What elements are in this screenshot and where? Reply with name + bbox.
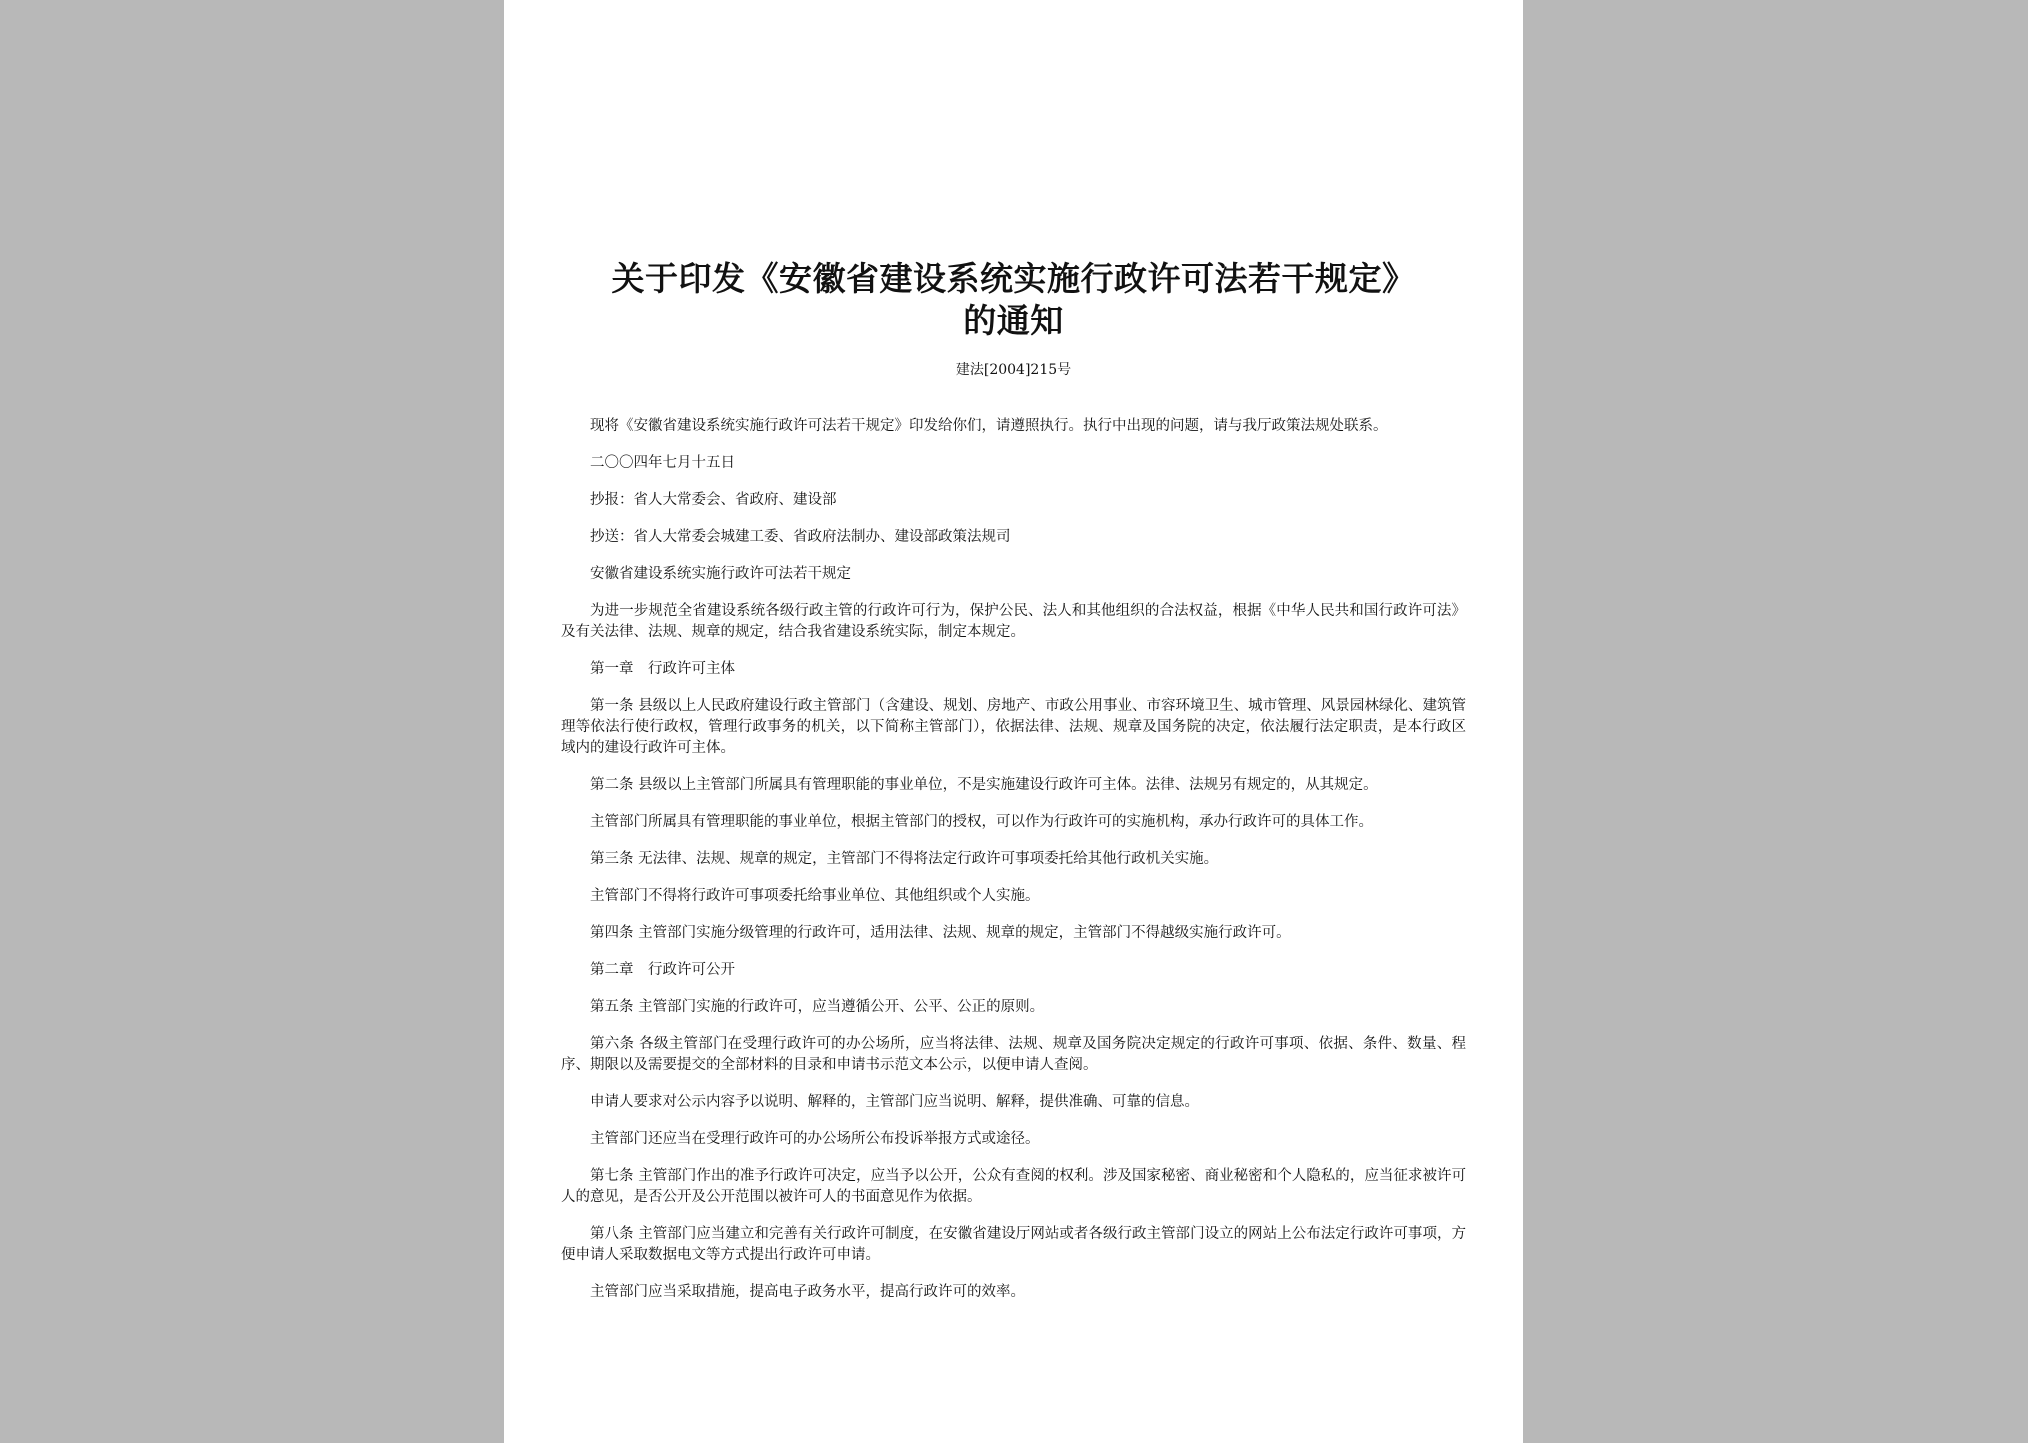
paragraph: 申请人要求对公示内容予以说明、解释的，主管部门应当说明、解释，提供准确、可靠的信息。 [590,1094,1199,1110]
paragraph: 抄送：省人大常委会城建工委、省政府法制办、建设部政策法规司 [590,529,1011,545]
paragraph: 第一条 县级以上人民政府建设行政主管部门（含建设、规划、房地产、市政公用事业、市容环境卫生、城市管理、风景园林绿化、建筑管理等依法行使行政权，管理行政事务的机关，以下简称主管部门），依据法律、法规、规章及国务院的决定，依法履行法定职责，是本行政区域内的建设行政许可主体。 [561,698,1466,756]
paragraph: 第八条 主管部门应当建立和完善有关行政许可制度，在安徽省建设厅网站或者各级行政主管部门设立的网站上公布法定行政许可事项，方便申请人采取数据电文等方式提出行政许可申请。 [561,1226,1466,1263]
paragraph: 安徽省建设系统实施行政许可法若干规定 [590,566,851,582]
paragraph: 第六条 各级主管部门在受理行政许可的办公场所，应当将法律、法规、规章及国务院决定规定的行政许可事项、依据、条件、数量、程序、期限以及需要提交的全部材料的目录和申请书示范文本公示，以便申请人查阅。 [561,1036,1466,1073]
paragraph: 为进一步规范全省建设系统各级行政主管的行政许可行为，保护公民、法人和其他组织的合法权益，根据《中华人民共和国行政许可法》及有关法律、法规、规章的规定，结合我省建设系统实际，制定本规定。 [561,603,1466,640]
paragraph: 主管部门还应当在受理行政许可的办公场所公布投诉举报方式或途径。 [590,1131,1040,1147]
paragraph: 现将《安徽省建设系统实施行政许可法若干规定》印发给你们，请遵照执行。执行中出现的问题，请与我厅政策法规处联系。 [590,418,1388,434]
document-number: 建法[2004]215号 [955,362,1072,378]
paragraph: 第三条 无法律、法规、规章的规定，主管部门不得将法定行政许可事项委托给其他行政机关实施。 [590,851,1219,867]
document-body [561,416,1466,1303]
paragraph: 主管部门不得将行政许可事项委托给事业单位、其他组织或个人实施。 [590,888,1040,904]
paragraph: 第二条 县级以上主管部门所属具有管理职能的事业单位，不是实施建设行政许可主体。法律、法规另有规定的，从其规定。 [590,777,1378,793]
document-title [561,258,1466,342]
paragraph: 第二章 行政许可公开 [590,962,735,978]
paragraph: 第七条 主管部门作出的准予行政许可决定，应当予以公开，公众有查阅的权利。涉及国家秘密、商业秘密和个人隐私的，应当征求被许可人的意见，是否公开及公开范围以被许可人的书面意见作为依据。 [561,1168,1466,1205]
paragraph: 主管部门所属具有管理职能的事业单位，根据主管部门的授权，可以作为行政许可的实施机构，承办行政许可的具体工作。 [590,814,1373,830]
paragraph: 二〇〇四年七月十五日 [590,455,735,471]
paragraph: 第五条 主管部门实施的行政许可，应当遵循公开、公平、公正的原则。 [590,999,1045,1015]
paragraph: 第一章 行政许可主体 [590,661,735,677]
document-title-line-1: 关于印发《安徽省建设系统实施行政许可法若干规定》 [611,259,1416,298]
document-title-line-2: 的通知 [963,301,1064,340]
paragraph: 第四条 主管部门实施分级管理的行政许可，适用法律、法规、规章的规定，主管部门不得越级实施行政许可。 [590,925,1291,941]
paragraph: 抄报：省人大常委会、省政府、建设部 [590,492,837,508]
document-page [504,0,1523,1443]
paragraph: 主管部门应当采取措施，提高电子政务水平，提高行政许可的效率。 [590,1284,1025,1300]
